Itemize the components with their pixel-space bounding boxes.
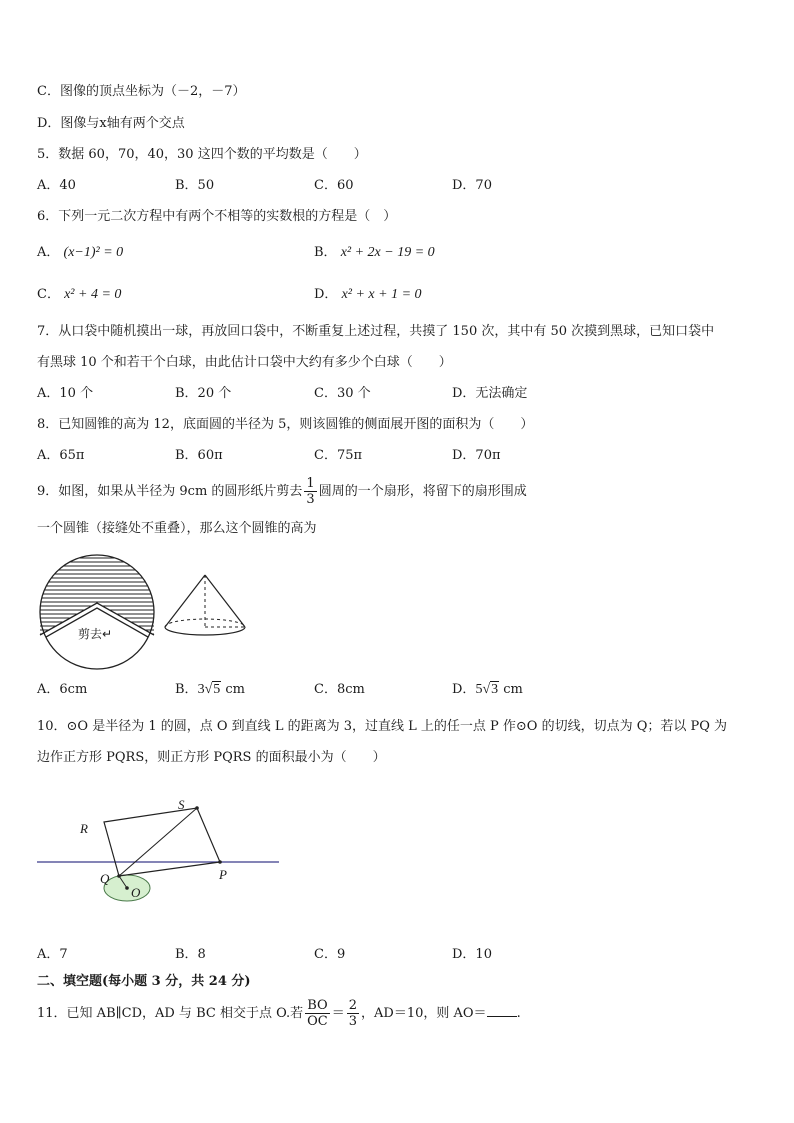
q6-option-d xyxy=(314,286,422,304)
q6-option-a xyxy=(37,244,123,262)
q11-stem xyxy=(37,996,521,1032)
q8-stem: 8．已知圆锥的高为 12，底面圆的半径为 5，则该圆锥的侧面展开图的面积为（ ） xyxy=(37,417,534,432)
q9-option-d-radicand: 3 xyxy=(491,682,499,697)
q9-stem-line2: 一个圆锥（接缝处不重叠），那么这个圆锥的高为 xyxy=(37,521,317,536)
hatched-remaining-sector xyxy=(38,553,156,671)
q8-option-a: A．65π xyxy=(37,448,85,463)
q6-option-b-expr: x² + 2x − 19 = 0 xyxy=(340,245,435,260)
q10-option-b: B．8 xyxy=(175,947,206,962)
q10-option-d: D．10 xyxy=(452,947,492,962)
q7-option-c: C．30 个 xyxy=(314,386,371,401)
q9-stem-line1 xyxy=(37,474,527,510)
q9-circle-figure xyxy=(38,553,156,671)
section-2-heading: 二、填空题(每小题 3 分，共 24 分) xyxy=(37,974,251,989)
q5-option-d: D．70 xyxy=(452,178,492,193)
q6-option-c xyxy=(37,286,121,304)
q9-stem-post: 圆周的一个扇形，将留下的扇形围成 xyxy=(318,484,527,499)
q11-fraction-2-den: 3 xyxy=(348,1014,358,1029)
q9-option-b-radicand: 5 xyxy=(213,682,221,697)
q10-option-c: C．9 xyxy=(314,947,346,962)
q9-option-d-radical: 5√3 xyxy=(475,682,499,697)
q11-stem-post: ，AD＝10，则 AO＝ xyxy=(361,1006,487,1021)
label-o: O xyxy=(131,885,141,900)
q10-stem-line2: 边作正方形 PQRS，则正方形 PQRS 的面积最小为（ ） xyxy=(37,750,386,765)
label-q: Q xyxy=(100,871,110,886)
q11-fraction-2-3 xyxy=(347,998,359,1029)
label-p: P xyxy=(219,867,227,882)
q8-option-b: B．60π xyxy=(175,448,223,463)
q10-option-a: A．7 xyxy=(37,947,68,962)
q6-option-d-expr: x² + x + 1 = 0 xyxy=(341,287,422,302)
q6-option-a-label: A． xyxy=(37,245,60,260)
q9-option-d-coef: 5 xyxy=(475,682,483,697)
q9-option-b-radical: 3√5 xyxy=(197,682,221,697)
q7-option-d: D．无法确定 xyxy=(452,386,528,401)
q9-option-d-label: D． xyxy=(452,682,476,697)
q9-fraction xyxy=(304,476,316,507)
q9-option-a: A．6cm xyxy=(37,682,88,697)
q4-option-c: C．图像的顶点坐标为（－2，－7） xyxy=(37,84,246,99)
q9-option-b xyxy=(175,681,245,699)
q8-option-c: C．75π xyxy=(314,448,363,463)
q8-option-d: D．70π xyxy=(452,448,501,463)
q9-option-b-unit: cm xyxy=(221,682,245,697)
square-pqrs xyxy=(104,808,220,876)
q6-option-c-label: C． xyxy=(37,287,60,302)
q11-stem-end: . xyxy=(516,1006,521,1021)
q6-option-c-expr: x² + 4 = 0 xyxy=(64,287,122,302)
label-r: R xyxy=(80,821,88,836)
q11-fraction-2-num: 2 xyxy=(348,998,358,1013)
q5-option-b: B．50 xyxy=(175,178,215,193)
q9-option-c: C．8cm xyxy=(314,682,365,697)
q9-fraction-num: 1 xyxy=(306,476,315,491)
q9-option-d-unit: cm xyxy=(499,682,523,697)
q4-option-d: D．图像与x轴有两个交点 xyxy=(37,116,185,131)
q7-stem-line2: 有黑球 10 个和若干个白球，由此估计口袋中大约有多少个白球（ ） xyxy=(37,355,452,370)
q5-option-a: A．40 xyxy=(37,178,76,193)
q6-stem: 6．下列一元二次方程中有两个不相等的实数根的方程是（ ） xyxy=(37,209,397,224)
q9-cut-label: 剪去↵ xyxy=(78,627,113,641)
q9-fraction-den: 3 xyxy=(306,492,315,507)
q11-fraction-bo-oc xyxy=(305,998,330,1029)
q11-fraction-1-den: OC xyxy=(307,1014,328,1029)
q6-option-d-label: D． xyxy=(314,287,338,302)
q11-stem-pre: 11．已知 AB∥CD，AD 与 BC 相交于点 O.若 xyxy=(37,1006,304,1021)
q5-option-c: C．60 xyxy=(314,178,354,193)
q11-equals: ＝ xyxy=(331,1006,345,1021)
q7-stem-line1: 7．从口袋中随机摸出一球，再放回口袋中，不断重复上述过程，共摸了 150 次，其中有 50 次摸到黑球，已知口袋中 xyxy=(37,324,715,339)
q10-stem-line1: 10．⊙O 是半径为 1 的圆，点 O 到直线 L 的距离为 3，过直线 L 上的任一点 P 作⊙O 的切线，切点为 Q；若以 PQ 为 xyxy=(37,719,728,734)
q6-option-b-label: B． xyxy=(314,245,337,260)
q9-option-d xyxy=(452,681,523,699)
q9-option-b-label: B． xyxy=(175,682,198,697)
q6-option-b xyxy=(314,244,435,262)
label-s: S xyxy=(178,797,185,812)
q7-option-b: B．20 个 xyxy=(175,386,232,401)
q5-stem: 5．数据 60，70，40，30 这四个数的平均数是（ ） xyxy=(37,147,367,162)
q6-option-a-expr: (x−1)² = 0 xyxy=(63,245,124,260)
q9-stem-pre: 9．如图，如果从半径为 9cm 的圆形纸片剪去 xyxy=(37,484,303,499)
q11-answer-blank[interactable] xyxy=(487,1004,517,1017)
q9-option-b-coef: 3 xyxy=(197,682,205,697)
q11-fraction-1-num: BO xyxy=(305,998,330,1014)
q10-square-figure xyxy=(35,795,285,910)
q7-option-a: A．10 个 xyxy=(37,386,94,401)
q9-cone-figure xyxy=(160,573,250,643)
